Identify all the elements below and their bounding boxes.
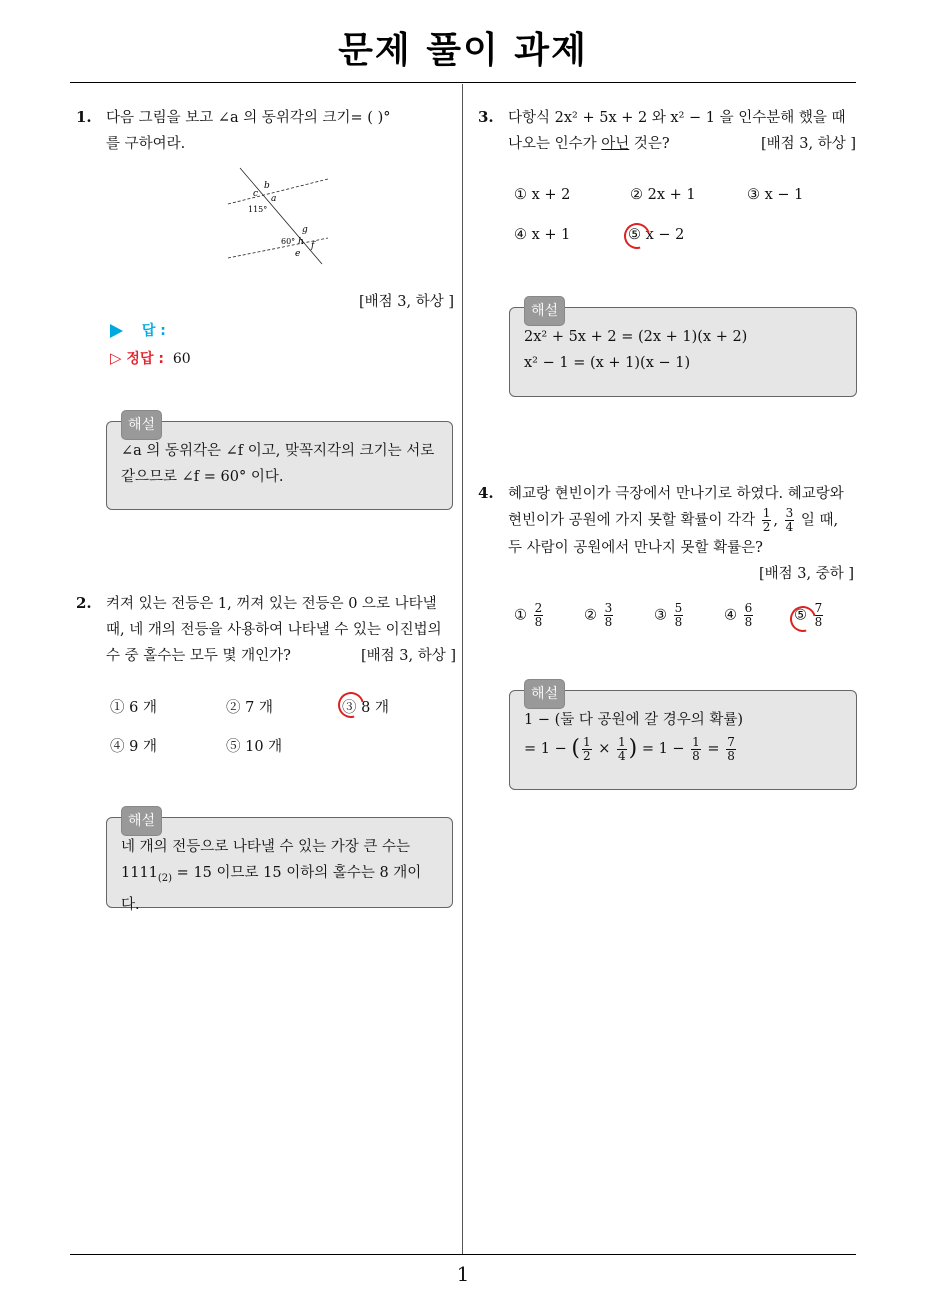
q2-number: 2. (76, 594, 92, 612)
q3-line2-pre: 나오는 인수가 (508, 136, 602, 152)
q2-solution-base: (2) (157, 872, 173, 884)
q1-number: 1. (76, 108, 92, 126)
q4-line2: 현빈이가 공원에 가지 못할 확률이 각각 $\frac{1}{2}$ , $\frac{3}{4}$ 일 때, (508, 506, 839, 534)
q2-solution-line2 (121, 860, 438, 918)
q2-solution-box (106, 813, 453, 913)
q2-score: [배점 3, 하상 ] (360, 648, 456, 664)
q1-score: [배점 3, 하상 ] (358, 294, 454, 310)
q1-label-b: b (264, 181, 270, 191)
q1-label-e: e (295, 249, 301, 259)
q3-solution-line1: 2x² + 5x + 2 = (2x + 1)(x + 2) (524, 329, 748, 345)
q4-solution-line2: = 1 − ( $\frac{1}{2}$ × $\frac{1}{4}$ ) = 1 − $\frac{1}{8}$ = $\frac{7}{8}$ (524, 734, 735, 763)
q3-choice-3[interactable]: ③ x − 1 (747, 187, 804, 203)
q4-number: 4. (478, 484, 494, 502)
q4-sol-frac-2: $\frac{1}{4}$ (617, 734, 626, 763)
q4-sol-frac-4: $\frac{7}{8}$ (727, 734, 735, 763)
q1-label-60: 60° (281, 237, 296, 246)
q4-text (508, 481, 858, 587)
q3-choice-5[interactable]: ⑤ x − 2 (628, 227, 685, 243)
q4-line2-pre: 현빈이가 공원에 가지 못할 확률이 각각 (508, 512, 756, 529)
q4-choice-5[interactable]: ⑤ $\frac{7}{8}$ (794, 601, 823, 629)
q3-selected-mark (619, 218, 655, 254)
q4-choice-3[interactable]: ③ $\frac{5}{8}$ (654, 601, 683, 629)
q2-line1: 켜져 있는 전등은 1, 꺼져 있는 전등은 0 으로 나타낼 (106, 596, 437, 612)
q1-label-f: f (311, 241, 315, 251)
q3-choice-1[interactable]: ① x + 2 (514, 187, 571, 203)
q1-solution-tag: 해설 (121, 410, 162, 440)
play-icon (110, 324, 123, 338)
q1-line1: 다음 그림을 보고 ∠a 의 동위각의 크기= ( )° (106, 110, 391, 126)
q3-line1: 다항식 2x² + 5x + 2 와 x² − 1 을 인수분해 했을 때 (508, 110, 846, 126)
q1-label-a: a (271, 194, 277, 204)
q4-sol-frac-3: $\frac{1}{8}$ (692, 734, 700, 763)
q1-correct-value: 60 (172, 351, 191, 367)
q2-solution-rest: = 15 이므로 15 이하의 홀수는 8 개이다. (121, 865, 422, 913)
q3-choice-4[interactable]: ④ x + 1 (514, 227, 571, 243)
q3-text (508, 105, 856, 157)
column-divider (462, 84, 463, 1254)
q4-choice-2[interactable]: ② $\frac{3}{8}$ (584, 601, 613, 629)
q1-label-g: g (302, 225, 308, 235)
q4-score: [배점 3, 중하 ] (758, 566, 854, 582)
q4-line3: 두 사람이 공원에서 만나지 못할 확률은? (508, 540, 763, 556)
q1-solution-line1: ∠a 의 동위각은 ∠f 이고, 맞꼭지각의 크기는 서로 (121, 443, 435, 459)
q2-text (106, 591, 456, 669)
q4-solution-tag: 해설 (524, 679, 565, 709)
q3-choice-2[interactable]: ② 2x + 1 (630, 187, 696, 203)
page-number: 1 (456, 1262, 470, 1286)
q1-solution-line2: 같으므로 ∠f = 60° 이다. (121, 469, 284, 485)
q2-solution-number: 1111 (121, 865, 158, 881)
q2-choice-1[interactable]: ① 6 개 (110, 700, 157, 716)
q2-choice-4[interactable]: ④ 9 개 (110, 739, 157, 755)
q2-solution-tag: 해설 (121, 806, 162, 836)
q4-solution-box (509, 686, 857, 790)
q3-score: [배점 3, 하상 ] (760, 136, 856, 152)
q2-choice-5[interactable]: ⑤ 10 개 (226, 739, 283, 755)
q2-choice-3[interactable]: ③ 8 개 (342, 700, 389, 716)
q1-text (106, 105, 456, 157)
q1-line2: 를 구하여라. (106, 136, 186, 152)
q3-number: 3. (478, 108, 494, 126)
q3-solution-line2: x² − 1 = (x + 1)(x − 1) (524, 355, 691, 371)
q3-solution-tag: 해설 (524, 296, 565, 326)
q2-solution-line1: 네 개의 전등으로 나타낼 수 있는 가장 큰 수는 (121, 839, 410, 855)
q4-frac-1: $\frac{1}{2}$ (762, 506, 771, 534)
q2-line2: 때, 네 개의 전등을 사용하여 나타낼 수 있는 이진법의 (106, 622, 442, 638)
page-title: 문제 풀이 과제 (338, 30, 588, 71)
q2-line3: 수 중 홀수는 모두 몇 개인가? (106, 648, 291, 664)
q4-solution-line1: 1 − (둘 다 공원에 갈 경우의 확률) (524, 712, 744, 728)
q4-sol-frac-1: $\frac{1}{2}$ (582, 734, 591, 763)
q1-figure (222, 164, 362, 274)
q1-solution-box (106, 417, 453, 510)
q1-answer-label: 답 : (141, 323, 166, 339)
q3-line2-under: 아닌 (601, 136, 630, 152)
q4-choice-4[interactable]: ④ $\frac{6}{8}$ (724, 601, 753, 629)
q1-label-h: h (298, 237, 304, 247)
q4-line1: 혜교랑 현빈이가 극장에서 만나기로 하였다. 혜교랑와 (508, 486, 844, 502)
q1-correct-label: 정답 : (126, 351, 164, 367)
q3-line2-row (508, 131, 856, 157)
q3-solution-box (509, 303, 857, 397)
bottom-rule (70, 1254, 856, 1255)
q2-selected-mark (333, 687, 369, 723)
q3-line2-post: 것은? (629, 136, 670, 152)
triangle-outline-icon: ▷ (110, 349, 122, 367)
q1-answer-line (110, 320, 166, 340)
q4-line2-post: 일 때, (800, 512, 839, 529)
q4-choice-1[interactable]: ① $\frac{2}{8}$ (514, 601, 543, 629)
q1-label-115: 115° (248, 205, 268, 214)
q4-frac-2: $\frac{3}{4}$ (785, 506, 794, 534)
q2-choice-2[interactable]: ② 7 개 (226, 700, 273, 716)
q2-line3-row (106, 643, 456, 669)
q1-correct-line (110, 348, 191, 368)
q1-label-c: c (253, 189, 259, 199)
top-rule (70, 82, 856, 83)
